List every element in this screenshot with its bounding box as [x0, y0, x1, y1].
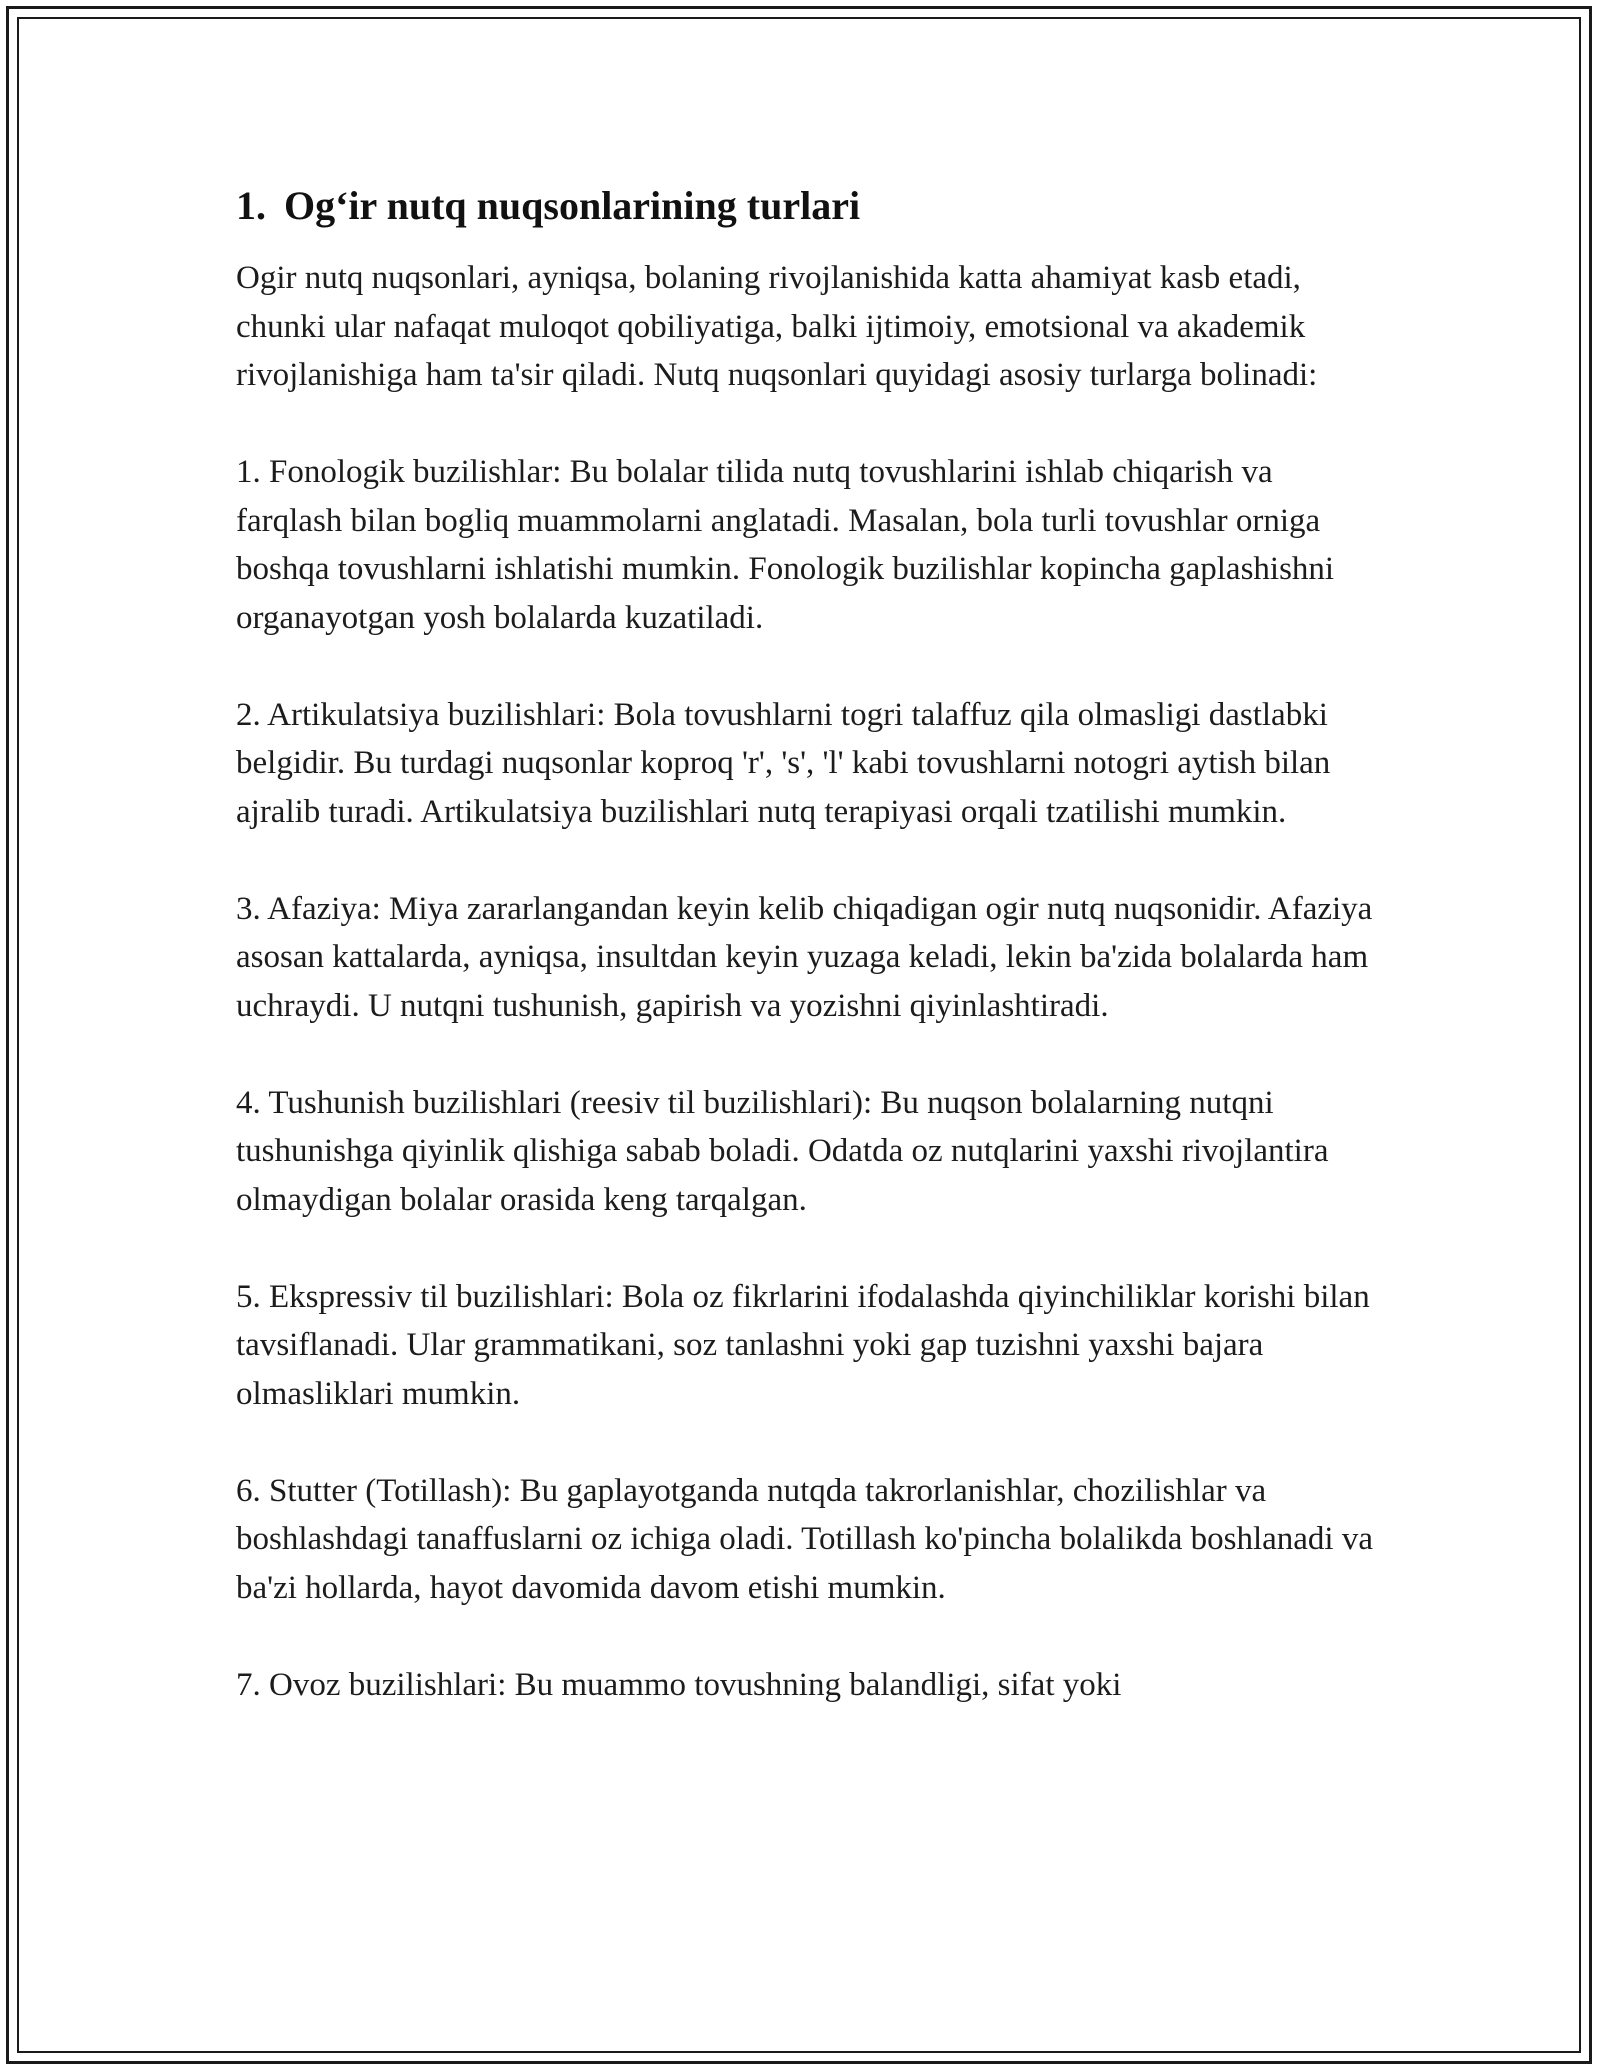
- paragraph-tushunish: 4. Tushunish buzilishlari (reesiv til buzilishlari): Bu nuqson bolalarning nutqni tushunishga qiyinlik qlishiga sabab boladi. Odatda oz nutqlarini yaxshi rivojlantira olmaydigan bolalar orasida keng tarqalgan.: [236, 1084, 1329, 1218]
- document-body: [236, 180, 1386, 1758]
- paragraph-fonologik: 1. Fonologik buzilishlar: Bu bolalar tilida nutq tovushlarini ishlab chiqarish va farqlash bilan bogliq muammolarni anglatadi. Masalan, bola turli tovushlar orniga boshqa tovushlarni ishlatishi mumkin. Fonologik buzilishlar kopincha gaplashishni organayotgan yosh bolalarda kuzatiladi.: [236, 454, 1335, 636]
- paragraph-ekspressiv: 5. Ekspressiv til buzilishlari: Bola oz fikrlarini ifodalashda qiyinchiliklar korishi bilan tavsiflanadi. Ular grammatikani, soz tanlashni yoki gap tuzishni yaxshi bajara olmasliklari mumkin.: [236, 1278, 1370, 1412]
- section-number: 1.: [236, 183, 266, 228]
- paragraph-afaziya: 3. Afaziya: Miya zararlangandan keyin kelib chiqadigan ogir nutq nuqsonidir. Afaziya asosan kattalarda, ayniqsa, insultdan keyin yuzaga keladi, lekin ba'zida bolalarda ham uchraydi. U nutqni tushunish, gapirish va yozishni qiyinlashtiradi.: [236, 890, 1373, 1024]
- section-title: Og‘ir nutq nuqsonlarining turlari: [284, 183, 861, 228]
- paragraph-ovoz: 7. Ovoz buzilishlari: Bu muammo tovushning balandligi, sifat yoki: [236, 1666, 1122, 1703]
- section-heading: [236, 180, 1386, 232]
- intro-paragraph: Ogir nutq nuqsonlari, ayniqsa, bolaning rivojlanishida katta ahamiyat kasb etadi, chunki ular nafaqat muloqot qobiliyatiga, balki ijtimoiy, emotsional va akademik rivojlanishiga ham ta'sir qiladi. Nutq nuqsonlari quyidagi asosiy turlarga bolinadi:: [236, 260, 1318, 393]
- paragraph-stutter: 6. Stutter (Totillash): Bu gaplayotganda nutqda takrorlanishlar, chozilishlar va boshlashdagi tanaffuslarni oz ichiga oladi. Totillash ko'pincha bolalikda boshlanadi va ba'zi hollarda, hayot davomida davom etishi mumkin.: [236, 1472, 1373, 1606]
- paragraph-artikulatsiya: 2. Artikulatsiya buzilishlari: Bola tovushlarni togri talaffuz qila olmasligi dastlabki belgidir. Bu turdagi nuqsonlar koproq 'r', 's', 'l' kabi tovushlarni notogri aytish bilan ajralib turadi. Artikulatsiya buzilishlari nutq terapiyasi orqali tzatilishi mumkin.: [236, 696, 1331, 830]
